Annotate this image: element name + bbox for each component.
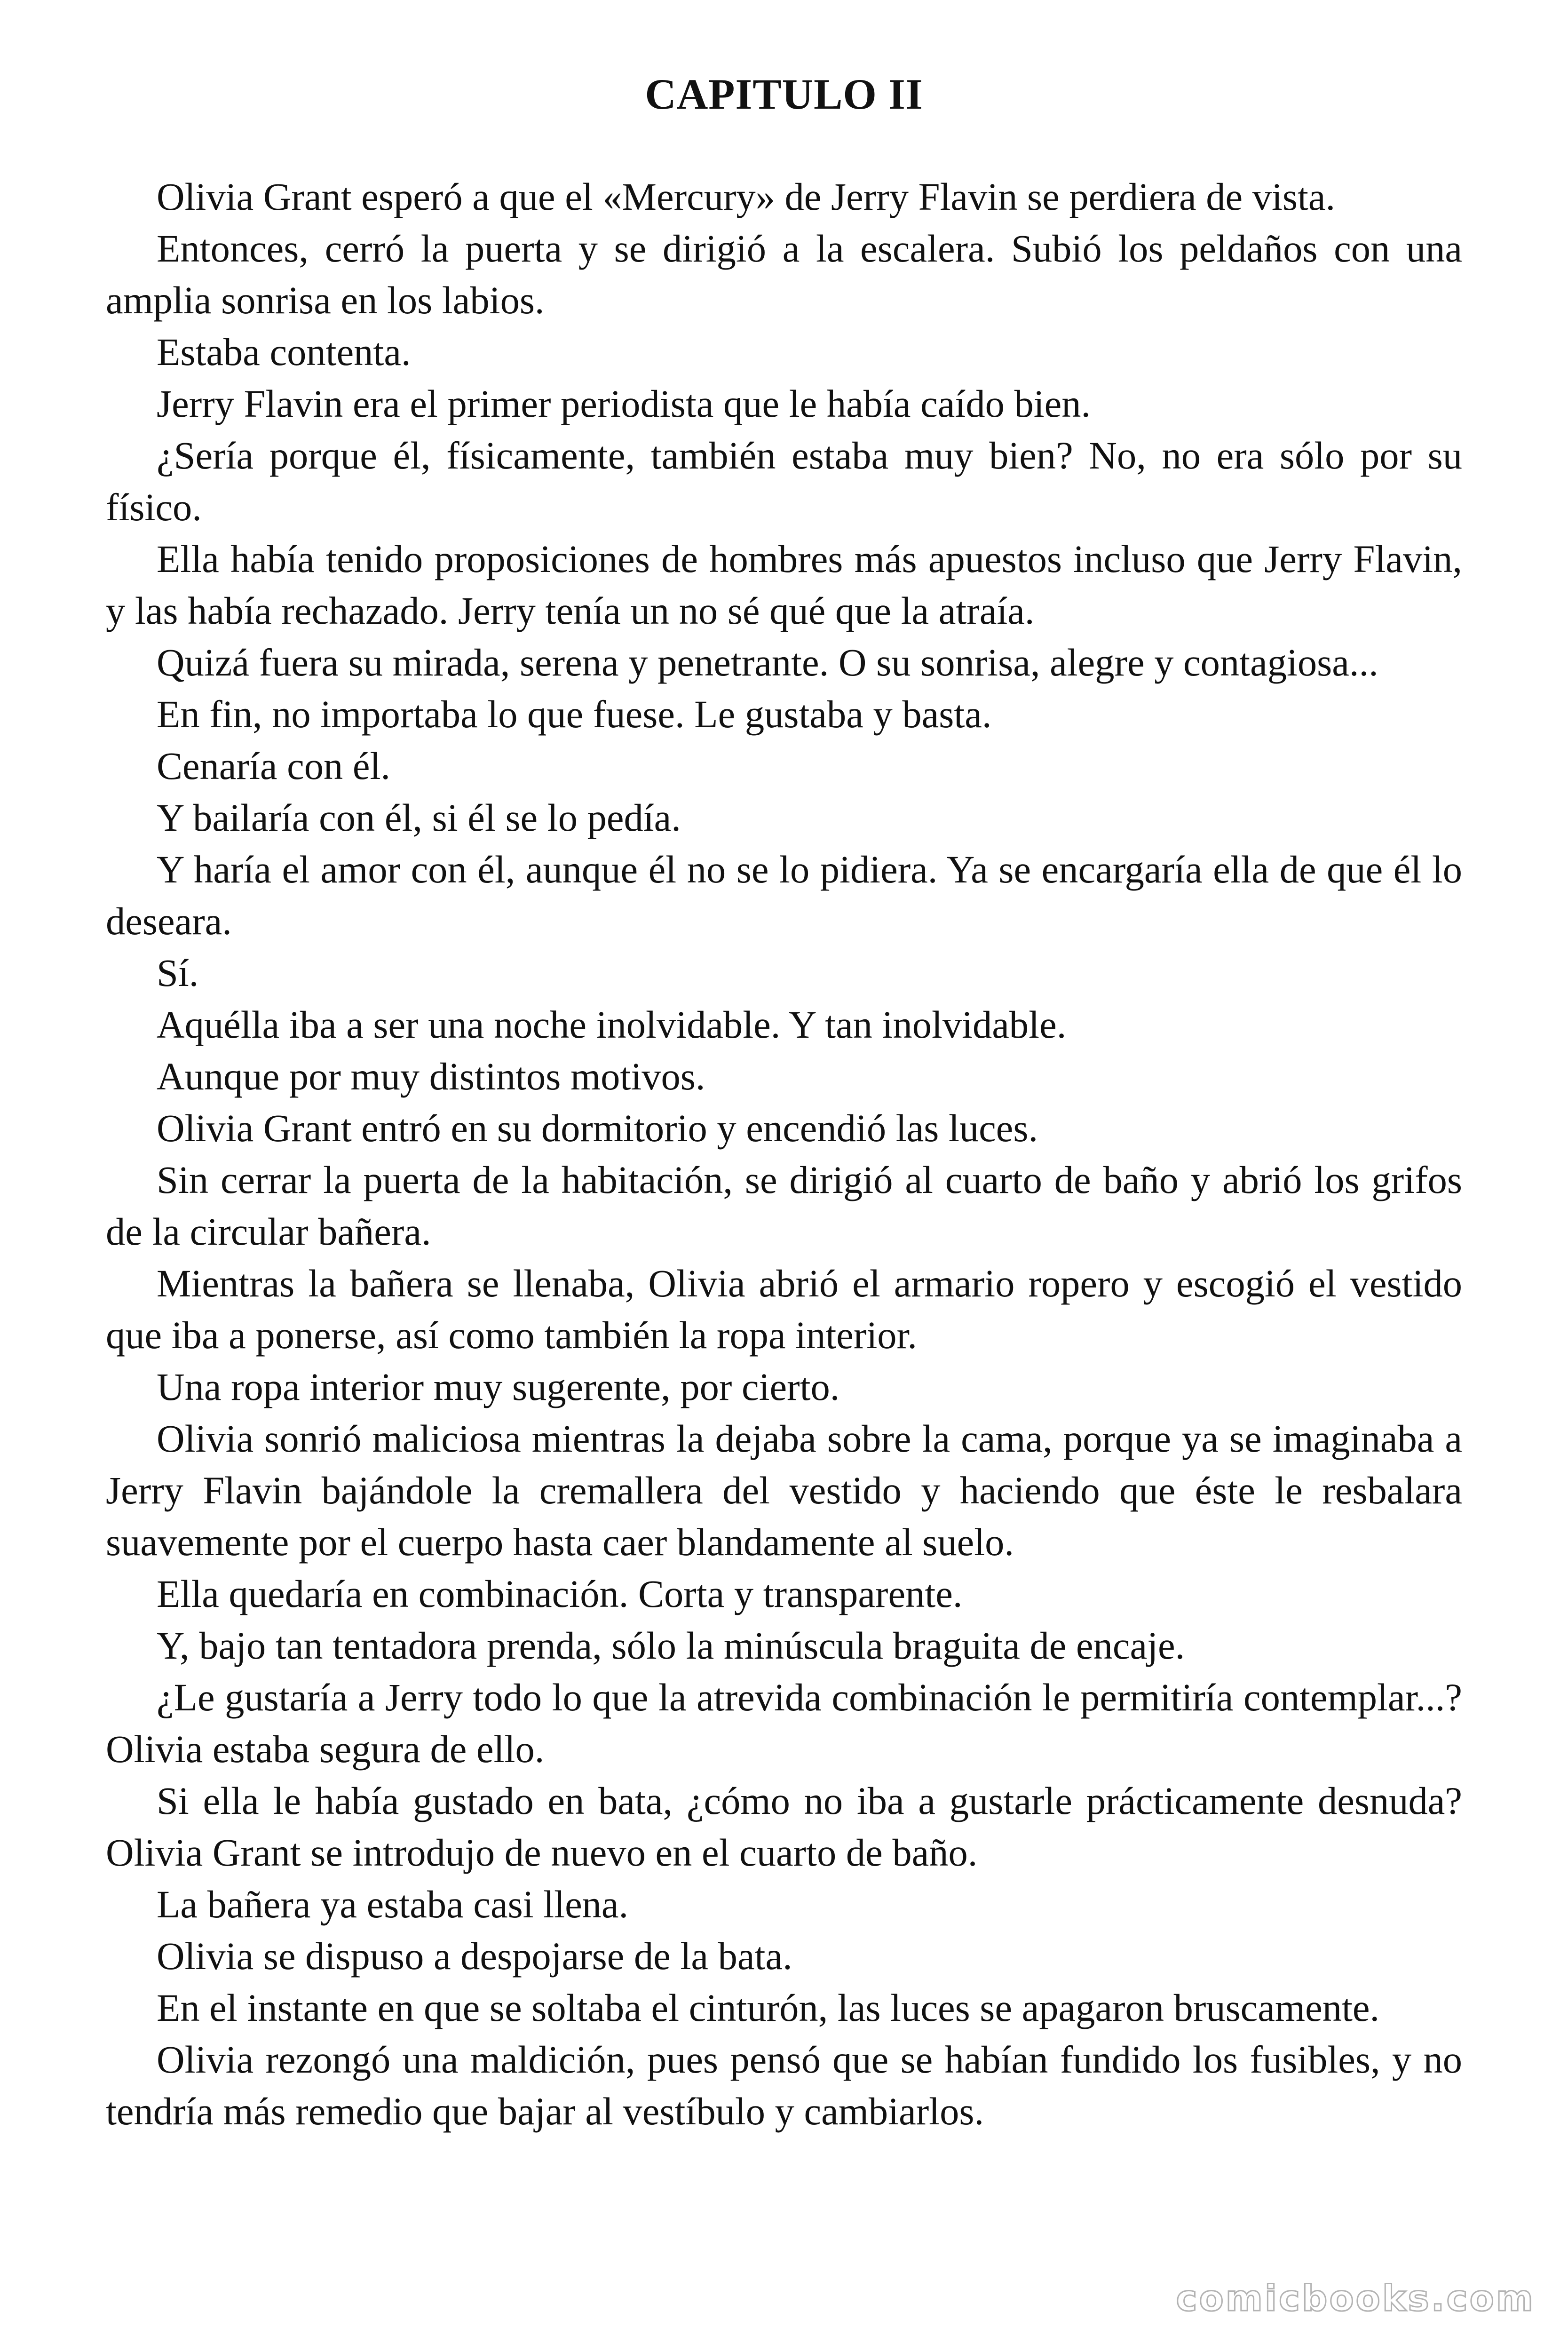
paragraph: Cenaría con él. [157, 744, 391, 787]
paragraph: ¿Sería porque él, físicamente, también estaba muy bien? No, no era sólo por su físico. [106, 434, 1462, 529]
paragraph: Olivia Grant entró en su dormitorio y encendió las luces. [157, 1106, 1038, 1150]
paragraph: Y haría el amor con él, aunque él no se lo pidiera. Ya se encargaría ella de que él lo deseara. [106, 848, 1462, 943]
paragraph: ¿Le gustaría a Jerry todo lo que la atrevida combinación le permitiría contemplar...? Olivia estaba segura de ello. [106, 1676, 1462, 1771]
watermark: comicbooks.com [1176, 2277, 1535, 2319]
paragraph: Si ella le había gustado en bata, ¿cómo no iba a gustarle prácticamente desnuda? Olivia Grant se introdujo de nuevo en el cuarto de baño. [106, 1779, 1462, 1874]
paragraph: Quizá fuera su mirada, serena y penetrante. O su sonrisa, alegre y contagiosa... [157, 641, 1378, 684]
paragraph: Olivia rezongó una maldición, pues pensó que se habían fundido los fusibles, y no tendría más remedio que bajar al vestíbulo y cambiarlos. [106, 2038, 1462, 2133]
paragraph: Ella quedaría en combinación. Corta y transparente. [157, 1572, 963, 1615]
paragraph: En fin, no importaba lo que fuese. Le gustaba y basta. [157, 692, 992, 736]
paragraph: Jerry Flavin era el primer periodista que le había caído bien. [157, 382, 1091, 425]
paragraph: En el instante en que se soltaba el cinturón, las luces se apagaron bruscamente. [157, 1986, 1380, 2029]
paragraph: Y bailaría con él, si él se lo pedía. [157, 796, 681, 839]
paragraph: Ella había tenido proposiciones de hombres más apuestos incluso que Jerry Flavin, y las había rechazado. Jerry tenía un no sé qué que la atraía. [106, 537, 1462, 632]
paragraph: Mientras la bañera se llenaba, Olivia abrió el armario ropero y escogió el vestido que iba a ponerse, así como también la ropa interior. [106, 1262, 1462, 1357]
paragraph: Sin cerrar la puerta de la habitación, se dirigió al cuarto de baño y abrió los grifos de la circular bañera. [106, 1158, 1462, 1253]
paragraph: La bañera ya estaba casi llena. [157, 1883, 629, 1926]
paragraph: Sí. [157, 951, 199, 994]
paragraph: Aunque por muy distintos motivos. [157, 1055, 705, 1098]
paragraph: Olivia Grant esperó a que el «Mercury» de Jerry Flavin se perdiera de vista. [157, 175, 1336, 218]
paragraph: Una ropa interior muy sugerente, por cierto. [157, 1365, 840, 1408]
paragraph: Entonces, cerró la puerta y se dirigió a la escalera. Subió los peldaños con una amplia sonrisa en los labios. [106, 227, 1462, 322]
body-text [106, 171, 1462, 2137]
paragraph: Aquélla iba a ser una noche inolvidable. Y tan inolvidable. [157, 1003, 1067, 1046]
paragraph: Y, bajo tan tentadora prenda, sólo la minúscula braguita de encaje. [157, 1624, 1185, 1667]
paragraph: Estaba contenta. [157, 330, 411, 373]
chapter-title: CAPITULO II [645, 70, 923, 118]
paragraph: Olivia se dispuso a despojarse de la bata. [157, 1934, 792, 1978]
paragraph: Olivia sonrió maliciosa mientras la dejaba sobre la cama, porque ya se imaginaba a Jerry Flavin bajándole la cremallera del vestido y haciendo que éste le resbalara suavemente por el cuerpo hasta caer blandamente al suelo. [106, 1417, 1462, 1564]
